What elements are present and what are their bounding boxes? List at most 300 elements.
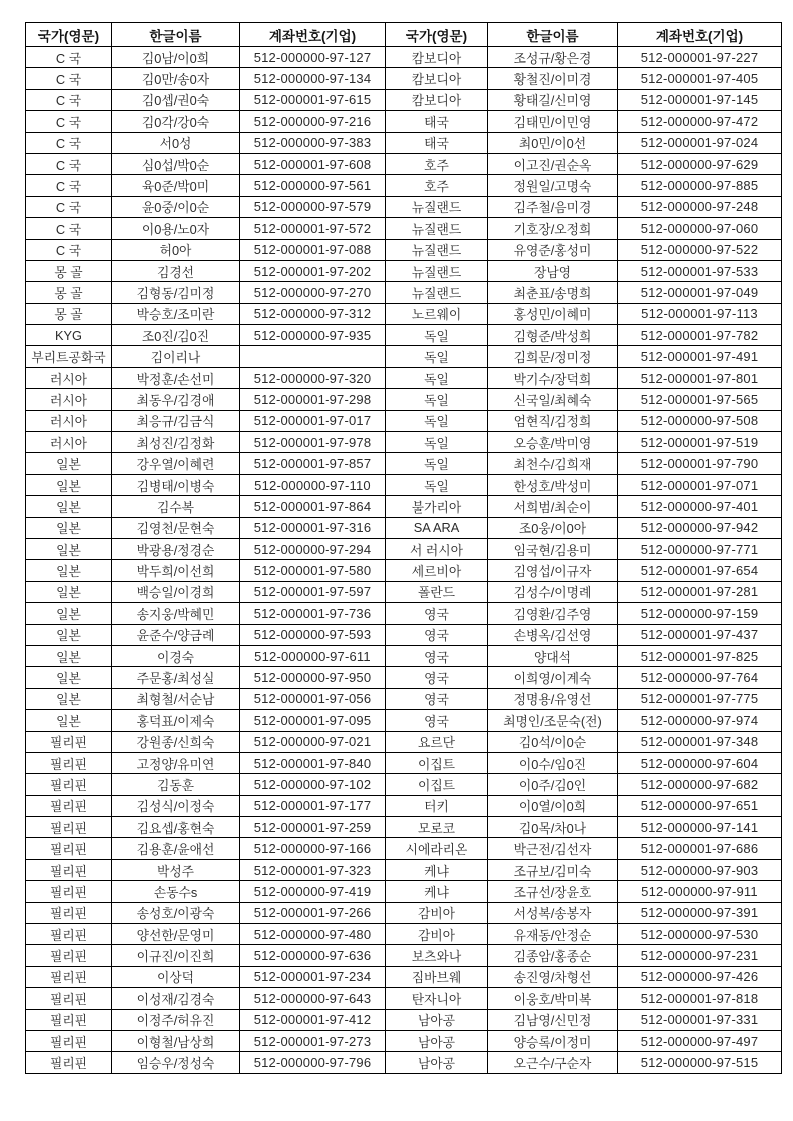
cell-korean-name: 고정양/유미연 <box>112 752 240 773</box>
cell-korean-name: 기호장/오정희 <box>488 218 618 239</box>
cell-korean-name: 김동훈 <box>112 774 240 795</box>
cell-country: 필리핀 <box>26 774 112 795</box>
cell-account-number: 512-000000-97-480 <box>240 924 386 945</box>
cell-account-number: 512-000001-97-227 <box>618 47 782 68</box>
cell-account-number: 512-000000-97-950 <box>240 667 386 688</box>
cell-account-number: 512-000001-97-348 <box>618 731 782 752</box>
table-row <box>26 346 782 367</box>
cell-account-number: 512-000000-97-636 <box>240 945 386 966</box>
cell-country: 영국 <box>386 688 488 709</box>
cell-korean-name: 최응규/김금식 <box>112 410 240 431</box>
cell-korean-name: 조0진/김0진 <box>112 325 240 346</box>
cell-country: 독일 <box>386 432 488 453</box>
table-row <box>26 603 782 624</box>
cell-korean-name: 홍덕표/이제숙 <box>112 710 240 731</box>
cell-korean-name: 홍성민/이혜미 <box>488 303 618 324</box>
cell-country: 일본 <box>26 581 112 602</box>
cell-account-number: 512-000000-97-248 <box>618 196 782 217</box>
cell-account-number: 512-000000-97-593 <box>240 624 386 645</box>
cell-country: 독일 <box>386 474 488 495</box>
table-row <box>26 175 782 196</box>
cell-account-number: 512-000001-97-024 <box>618 132 782 153</box>
cell-korean-name: 황태길/신미영 <box>488 89 618 110</box>
cell-country: 일본 <box>26 667 112 688</box>
cell-account-number: 512-000001-97-316 <box>240 517 386 538</box>
cell-account-number: 512-000000-97-294 <box>240 538 386 559</box>
cell-country: 뉴질랜드 <box>386 218 488 239</box>
cell-account-number: 512-000000-97-159 <box>618 603 782 624</box>
cell-country: 노르웨이 <box>386 303 488 324</box>
cell-country: 필리핀 <box>26 966 112 987</box>
cell-korean-name: 김성수/이명례 <box>488 581 618 602</box>
table-row <box>26 325 782 346</box>
cell-account-number: 512-000000-97-497 <box>618 1030 782 1051</box>
table-row <box>26 902 782 923</box>
cell-korean-name: 이고진/권순옥 <box>488 153 618 174</box>
cell-account-number: 512-000001-97-095 <box>240 710 386 731</box>
cell-account-number: 512-000001-97-572 <box>240 218 386 239</box>
cell-korean-name: 김주철/음미경 <box>488 196 618 217</box>
cell-country: 일본 <box>26 645 112 666</box>
cell-account-number: 512-000000-97-127 <box>240 47 386 68</box>
cell-country: C 국 <box>26 175 112 196</box>
cell-country: 이집트 <box>386 774 488 795</box>
cell-korean-name: 최천수/김희재 <box>488 453 618 474</box>
table-row <box>26 432 782 453</box>
cell-account-number: 512-000000-97-911 <box>618 881 782 902</box>
cell-korean-name: 신국일/최혜숙 <box>488 389 618 410</box>
cell-account-number: 512-000000-97-472 <box>618 111 782 132</box>
cell-korean-name: 심0섭/박0순 <box>112 153 240 174</box>
cell-korean-name: 손병옥/김선영 <box>488 624 618 645</box>
cell-country: 일본 <box>26 560 112 581</box>
cell-account-number: 512-000000-97-216 <box>240 111 386 132</box>
cell-country: 러시아 <box>26 389 112 410</box>
cell-account-number: 512-000001-97-580 <box>240 560 386 581</box>
cell-country: 일본 <box>26 517 112 538</box>
cell-account-number: 512-000001-97-978 <box>240 432 386 453</box>
cell-country: 남아공 <box>386 1052 488 1073</box>
cell-account-number: 512-000001-97-405 <box>618 68 782 89</box>
cell-account-number: 512-000001-97-071 <box>618 474 782 495</box>
table-row <box>26 410 782 431</box>
cell-country: 일본 <box>26 474 112 495</box>
table-row <box>26 282 782 303</box>
cell-account-number: 512-000001-97-323 <box>240 859 386 880</box>
cell-account-number: 512-000000-97-771 <box>618 538 782 559</box>
cell-korean-name: 백승일/이경희 <box>112 581 240 602</box>
cell-account-number: 512-000001-97-857 <box>240 453 386 474</box>
table-row <box>26 710 782 731</box>
cell-country: 필리핀 <box>26 1030 112 1051</box>
cell-account-number: 512-000000-97-579 <box>240 196 386 217</box>
cell-korean-name: 박기수/장덕희 <box>488 367 618 388</box>
cell-account-number: 512-000000-97-561 <box>240 175 386 196</box>
cell-account-number: 512-000001-97-017 <box>240 410 386 431</box>
cell-country: 모로코 <box>386 817 488 838</box>
cell-account-number: 512-000001-97-818 <box>618 988 782 1009</box>
cell-country: 필리핀 <box>26 945 112 966</box>
cell-korean-name: 이성재/김경숙 <box>112 988 240 1009</box>
table-row <box>26 389 782 410</box>
cell-country: 몽 골 <box>26 282 112 303</box>
cell-country: 태국 <box>386 132 488 153</box>
cell-country: 필리핀 <box>26 859 112 880</box>
cell-korean-name: 김수복 <box>112 496 240 517</box>
cell-country: 짐바브웨 <box>386 966 488 987</box>
table-row <box>26 153 782 174</box>
header-row <box>26 23 782 47</box>
cell-korean-name: 김영천/문현숙 <box>112 517 240 538</box>
cell-country: 필리핀 <box>26 795 112 816</box>
table-row <box>26 218 782 239</box>
cell-korean-name: 송성호/이광숙 <box>112 902 240 923</box>
cell-country: 러시아 <box>26 432 112 453</box>
cell-account-number: 512-000001-97-259 <box>240 817 386 838</box>
cell-account-number: 512-000000-97-312 <box>240 303 386 324</box>
cell-account-number: 512-000001-97-491 <box>618 346 782 367</box>
cell-korean-name: 김0각/강0숙 <box>112 111 240 132</box>
cell-account-number: 512-000000-97-401 <box>618 496 782 517</box>
cell-country: C 국 <box>26 239 112 260</box>
cell-korean-name: 김영섭/이규자 <box>488 560 618 581</box>
cell-korean-name: 조규보/김미숙 <box>488 859 618 880</box>
cell-korean-name: 강우열/이혜련 <box>112 453 240 474</box>
cell-country: 캄보디아 <box>386 68 488 89</box>
cell-country: 몽 골 <box>26 260 112 281</box>
cell-account-number: 512-000000-97-231 <box>618 945 782 966</box>
cell-account-number: 512-000000-97-391 <box>618 902 782 923</box>
cell-account-number: 512-000001-97-615 <box>240 89 386 110</box>
cell-account-number <box>240 346 386 367</box>
cell-account-number: 512-000000-97-522 <box>618 239 782 260</box>
cell-country: 요르단 <box>386 731 488 752</box>
header-korean-name-left: 한글이름 <box>112 23 240 47</box>
accounts-table <box>25 22 782 1074</box>
cell-account-number: 512-000000-97-651 <box>618 795 782 816</box>
cell-korean-name: 조규선/장윤호 <box>488 881 618 902</box>
cell-korean-name: 윤0중/이0순 <box>112 196 240 217</box>
cell-account-number: 512-000001-97-234 <box>240 966 386 987</box>
table-row <box>26 517 782 538</box>
table-row <box>26 196 782 217</box>
cell-account-number: 512-000001-97-608 <box>240 153 386 174</box>
cell-korean-name: 서0성 <box>112 132 240 153</box>
cell-korean-name: 김0석/이0순 <box>488 731 618 752</box>
table-row <box>26 774 782 795</box>
cell-korean-name: 김성식/이정숙 <box>112 795 240 816</box>
table-row <box>26 453 782 474</box>
cell-korean-name: 김병태/이병숙 <box>112 474 240 495</box>
cell-country: 터키 <box>386 795 488 816</box>
cell-account-number: 512-000000-97-320 <box>240 367 386 388</box>
cell-country: 일본 <box>26 688 112 709</box>
cell-account-number: 512-000001-97-049 <box>618 282 782 303</box>
cell-country: 시에라리온 <box>386 838 488 859</box>
cell-account-number: 512-000001-97-801 <box>618 367 782 388</box>
cell-account-number: 512-000000-97-885 <box>618 175 782 196</box>
cell-korean-name: 주문홍/최성실 <box>112 667 240 688</box>
cell-account-number: 512-000001-97-654 <box>618 560 782 581</box>
cell-country: 필리핀 <box>26 902 112 923</box>
cell-country: 남아공 <box>386 1009 488 1030</box>
cell-account-number: 512-000001-97-273 <box>240 1030 386 1051</box>
cell-account-number: 512-000001-97-864 <box>240 496 386 517</box>
cell-country: 호주 <box>386 175 488 196</box>
cell-account-number: 512-000000-97-629 <box>618 153 782 174</box>
cell-account-number: 512-000001-97-298 <box>240 389 386 410</box>
cell-country: 필리핀 <box>26 1052 112 1073</box>
cell-korean-name: 조0웅/이0아 <box>488 517 618 538</box>
cell-account-number: 512-000000-97-796 <box>240 1052 386 1073</box>
cell-korean-name: 엄현직/김정희 <box>488 410 618 431</box>
cell-account-number: 512-000001-97-266 <box>240 902 386 923</box>
header-country-left: 국가(영문) <box>26 23 112 47</box>
cell-country: C 국 <box>26 68 112 89</box>
cell-country: 필리핀 <box>26 881 112 902</box>
cell-country: 독일 <box>386 453 488 474</box>
cell-korean-name: 손동수s <box>112 881 240 902</box>
cell-account-number: 512-000001-97-437 <box>618 624 782 645</box>
table-row <box>26 624 782 645</box>
cell-account-number: 512-000000-97-383 <box>240 132 386 153</box>
cell-account-number: 512-000000-97-604 <box>618 752 782 773</box>
table-row <box>26 859 782 880</box>
cell-country: 영국 <box>386 667 488 688</box>
header-account-number-left: 계좌번호(기업) <box>240 23 386 47</box>
cell-country: 감비아 <box>386 902 488 923</box>
cell-country: 몽 골 <box>26 303 112 324</box>
table-row <box>26 68 782 89</box>
cell-korean-name: 이규진/이진희 <box>112 945 240 966</box>
cell-korean-name: 황철진/이미경 <box>488 68 618 89</box>
cell-country: 영국 <box>386 624 488 645</box>
cell-account-number: 512-000001-97-056 <box>240 688 386 709</box>
cell-account-number: 512-000001-97-686 <box>618 838 782 859</box>
cell-korean-name: 최춘표/송명희 <box>488 282 618 303</box>
cell-country: C 국 <box>26 89 112 110</box>
cell-korean-name: 박성주 <box>112 859 240 880</box>
table-header <box>26 23 782 47</box>
cell-korean-name: 박승호/조미란 <box>112 303 240 324</box>
table-row <box>26 838 782 859</box>
cell-account-number: 512-000000-97-141 <box>618 817 782 838</box>
cell-korean-name: 유영준/홍성미 <box>488 239 618 260</box>
cell-account-number: 512-000000-97-942 <box>618 517 782 538</box>
table-row <box>26 1030 782 1051</box>
cell-country: C 국 <box>26 196 112 217</box>
table-row <box>26 111 782 132</box>
table-row <box>26 1052 782 1073</box>
table-row <box>26 881 782 902</box>
table-row <box>26 260 782 281</box>
table-row <box>26 496 782 517</box>
cell-country: 일본 <box>26 603 112 624</box>
table-row <box>26 1009 782 1030</box>
cell-korean-name: 최형철/서순남 <box>112 688 240 709</box>
table-row <box>26 239 782 260</box>
cell-korean-name: 유재동/안정순 <box>488 924 618 945</box>
cell-korean-name: 강원종/신희숙 <box>112 731 240 752</box>
cell-korean-name: 김용훈/윤애선 <box>112 838 240 859</box>
cell-country: 뉴질랜드 <box>386 239 488 260</box>
cell-country: C 국 <box>26 132 112 153</box>
table-row <box>26 89 782 110</box>
cell-account-number: 512-000000-97-530 <box>618 924 782 945</box>
cell-korean-name: 임국현/김용미 <box>488 538 618 559</box>
cell-account-number: 512-000000-97-515 <box>618 1052 782 1073</box>
cell-country: 남아공 <box>386 1030 488 1051</box>
cell-korean-name: 조성규/황은경 <box>488 47 618 68</box>
cell-country: 케냐 <box>386 881 488 902</box>
cell-account-number: 512-000000-97-935 <box>240 325 386 346</box>
cell-korean-name: 김경선 <box>112 260 240 281</box>
cell-korean-name: 송진영/차형선 <box>488 966 618 987</box>
cell-korean-name: 오근수/구순자 <box>488 1052 618 1073</box>
cell-korean-name: 이0주/김0인 <box>488 774 618 795</box>
cell-country: 러시아 <box>26 410 112 431</box>
cell-korean-name: 김형동/김미정 <box>112 282 240 303</box>
cell-country: 영국 <box>386 603 488 624</box>
cell-country: C 국 <box>26 153 112 174</box>
cell-country: 필리핀 <box>26 817 112 838</box>
table-row <box>26 667 782 688</box>
cell-korean-name: 이상덕 <box>112 966 240 987</box>
table-row <box>26 132 782 153</box>
cell-country: 탄자니아 <box>386 988 488 1009</box>
cell-account-number: 512-000001-97-177 <box>240 795 386 816</box>
cell-korean-name: 김희문/정미정 <box>488 346 618 367</box>
cell-korean-name: 장남영 <box>488 260 618 281</box>
cell-korean-name: 이정주/허유진 <box>112 1009 240 1030</box>
header-korean-name-right: 한글이름 <box>488 23 618 47</box>
cell-korean-name: 정원일/고명숙 <box>488 175 618 196</box>
cell-korean-name: 서희범/최순이 <box>488 496 618 517</box>
table-row <box>26 538 782 559</box>
cell-korean-name: 최동우/김경애 <box>112 389 240 410</box>
cell-account-number: 512-000001-97-412 <box>240 1009 386 1030</box>
cell-korean-name: 양승록/이정미 <box>488 1030 618 1051</box>
cell-country: 독일 <box>386 389 488 410</box>
cell-account-number: 512-000001-97-840 <box>240 752 386 773</box>
table-row <box>26 367 782 388</box>
cell-account-number: 512-000001-97-825 <box>618 645 782 666</box>
cell-country: 캄보디아 <box>386 47 488 68</box>
cell-korean-name: 양선한/문영미 <box>112 924 240 945</box>
cell-country: 필리핀 <box>26 988 112 1009</box>
cell-korean-name: 박근전/김선자 <box>488 838 618 859</box>
table-row <box>26 581 782 602</box>
cell-account-number: 512-000000-97-974 <box>618 710 782 731</box>
cell-korean-name: 최명인/조문숙(전) <box>488 710 618 731</box>
cell-account-number: 512-000001-97-113 <box>618 303 782 324</box>
cell-country: 러시아 <box>26 367 112 388</box>
cell-korean-name: 김0남/이0희 <box>112 47 240 68</box>
header-account-number-right: 계좌번호(기업) <box>618 23 782 47</box>
cell-account-number: 512-000001-97-331 <box>618 1009 782 1030</box>
cell-korean-name: 김남영/신민정 <box>488 1009 618 1030</box>
cell-account-number: 512-000000-97-166 <box>240 838 386 859</box>
table-row <box>26 731 782 752</box>
header-country-right: 국가(영문) <box>386 23 488 47</box>
cell-korean-name: 김형준/박성희 <box>488 325 618 346</box>
cell-korean-name: 육0준/박0미 <box>112 175 240 196</box>
cell-country: 보츠와나 <box>386 945 488 966</box>
cell-account-number: 512-000000-97-134 <box>240 68 386 89</box>
cell-korean-name: 한성호/박성미 <box>488 474 618 495</box>
cell-korean-name: 이0용/노0자 <box>112 218 240 239</box>
cell-country: 필리핀 <box>26 1009 112 1030</box>
table-row <box>26 752 782 773</box>
cell-country: 뉴질랜드 <box>386 260 488 281</box>
cell-account-number: 512-000000-97-102 <box>240 774 386 795</box>
cell-korean-name: 이0수/임0진 <box>488 752 618 773</box>
cell-korean-name: 박광용/정경순 <box>112 538 240 559</box>
cell-country: 서 러시아 <box>386 538 488 559</box>
cell-korean-name: 이경숙 <box>112 645 240 666</box>
cell-account-number: 512-000001-97-736 <box>240 603 386 624</box>
cell-korean-name: 허0아 <box>112 239 240 260</box>
table-row <box>26 645 782 666</box>
cell-korean-name: 이희영/이계숙 <box>488 667 618 688</box>
cell-account-number: 512-000000-97-419 <box>240 881 386 902</box>
table-row <box>26 47 782 68</box>
cell-account-number: 512-000001-97-790 <box>618 453 782 474</box>
cell-account-number: 512-000000-97-110 <box>240 474 386 495</box>
cell-korean-name: 최0민/이0선 <box>488 132 618 153</box>
cell-korean-name: 이0열/이0희 <box>488 795 618 816</box>
cell-country: 독일 <box>386 410 488 431</box>
cell-korean-name: 박두희/이선희 <box>112 560 240 581</box>
cell-korean-name: 임승우/정성숙 <box>112 1052 240 1073</box>
cell-account-number: 512-000000-97-426 <box>618 966 782 987</box>
cell-account-number: 512-000000-97-682 <box>618 774 782 795</box>
table-row <box>26 688 782 709</box>
cell-country: C 국 <box>26 47 112 68</box>
cell-country: 감비아 <box>386 924 488 945</box>
cell-account-number: 512-000000-97-270 <box>240 282 386 303</box>
cell-country: 필리핀 <box>26 752 112 773</box>
cell-account-number: 512-000001-97-597 <box>240 581 386 602</box>
cell-korean-name: 박정훈/손선미 <box>112 367 240 388</box>
cell-korean-name: 김영환/김주영 <box>488 603 618 624</box>
cell-country: 부리트공화국 <box>26 346 112 367</box>
cell-account-number: 512-000000-97-508 <box>618 410 782 431</box>
cell-country: 일본 <box>26 710 112 731</box>
cell-country: 영국 <box>386 710 488 731</box>
cell-account-number: 512-000000-97-643 <box>240 988 386 1009</box>
cell-korean-name: 김태민/이민영 <box>488 111 618 132</box>
cell-account-number: 512-000001-97-088 <box>240 239 386 260</box>
cell-account-number: 512-000001-97-145 <box>618 89 782 110</box>
cell-korean-name: 오승훈/박미영 <box>488 432 618 453</box>
table-row <box>26 817 782 838</box>
cell-account-number: 512-000000-97-060 <box>618 218 782 239</box>
cell-korean-name: 송지웅/박혜민 <box>112 603 240 624</box>
cell-country: 세르비아 <box>386 560 488 581</box>
cell-country: 케냐 <box>386 859 488 880</box>
cell-country: 일본 <box>26 496 112 517</box>
cell-country: 독일 <box>386 325 488 346</box>
cell-country: SA ARA <box>386 517 488 538</box>
cell-korean-name: 이웅호/박미복 <box>488 988 618 1009</box>
cell-korean-name: 이형철/남상희 <box>112 1030 240 1051</box>
cell-account-number: 512-000000-97-611 <box>240 645 386 666</box>
cell-korean-name: 김0만/송0자 <box>112 68 240 89</box>
table-body <box>26 47 782 1074</box>
cell-korean-name: 윤준수/양금례 <box>112 624 240 645</box>
cell-country: 영국 <box>386 645 488 666</box>
